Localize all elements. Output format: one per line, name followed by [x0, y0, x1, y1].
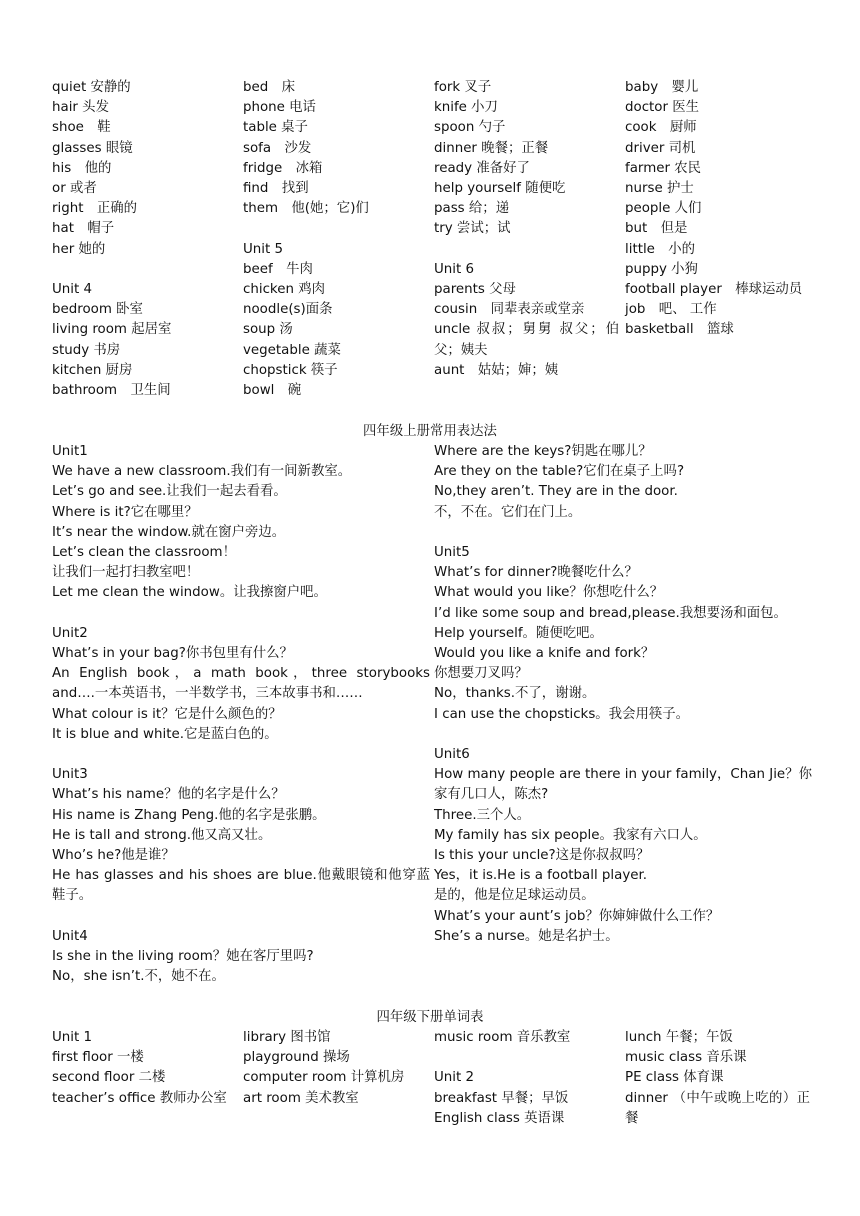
- text-line: chopstick 筷子: [243, 362, 338, 378]
- expressions-section: [52, 442, 816, 987]
- text-line: bedroom 卧室: [52, 302, 143, 318]
- text-line: Unit 2: [434, 1070, 475, 1086]
- text-line: Who’s he?他是谁？: [52, 848, 175, 864]
- text-line: help yourself 随便吃: [434, 181, 566, 197]
- vocab-column-2: [243, 78, 434, 401]
- text-line: Unit 4: [52, 282, 93, 298]
- text-line: He has glasses and his shoes are blue.他戴眼镜和他穿蓝鞋子。: [52, 868, 430, 904]
- text-line: glasses 眼镜: [52, 140, 133, 156]
- text-line: Let’s clean the classroom！: [52, 545, 236, 561]
- text-line: Is this your uncle?这是你叔叔吗？: [434, 848, 650, 864]
- text-line: Yes，it is.He is a football player.: [434, 868, 648, 884]
- vocab-column-4: [625, 1028, 816, 1129]
- blank-line: [52, 260, 237, 280]
- text-line: Unit 1: [52, 1030, 93, 1045]
- vocab-column-4: [625, 78, 816, 401]
- text-line: 是的，他是位足球运动员。: [434, 888, 595, 904]
- vocab-column-2: [243, 1028, 434, 1129]
- text-line: his 他的: [52, 160, 112, 176]
- text-line: What’s in your bag?你书包里有什么？: [52, 646, 293, 662]
- text-line: PE class 体育课: [625, 1070, 724, 1086]
- text-line: hat 帽子: [52, 221, 115, 237]
- text-line: teacher’s office 教师办公室: [52, 1090, 227, 1106]
- text-line: He is tall and strong.他又高又壮。: [52, 827, 272, 843]
- text-line: fork 叉子: [434, 80, 492, 95]
- vocab-table-bottom: [52, 1028, 816, 1129]
- text-line: but 但是: [625, 221, 688, 237]
- text-line: aunt 姑姑；婶；姨: [434, 362, 559, 378]
- text-line: quiet 安静的: [52, 80, 131, 95]
- text-line: Are they on the table?它们在桌子上吗?: [434, 464, 685, 480]
- text-line: We have a new classroom.我们有一间新教室。: [52, 464, 352, 480]
- text-line: Let’s go and see.让我们一起去看看。: [52, 484, 287, 500]
- text-line: find 找到: [243, 181, 309, 197]
- vocab-column-3: [434, 78, 625, 401]
- text-line: table 桌子: [243, 120, 308, 136]
- text-line: 不，不在。它们在门上。: [434, 504, 582, 520]
- text-line: music class 音乐课: [625, 1050, 747, 1066]
- text-line: try 尝试；试: [434, 221, 511, 237]
- vocab-column-3: [434, 1028, 625, 1129]
- text-line: What’s for dinner?晚餐吃什么？: [434, 565, 638, 581]
- text-line: No,they aren’t. They are in the door.: [434, 484, 678, 500]
- vocab-table-top: [52, 78, 816, 401]
- text-line: No，thanks.不了，谢谢。: [434, 686, 596, 702]
- text-line: Unit3: [52, 767, 88, 783]
- text-line: vegetable 蔬菜: [243, 342, 341, 358]
- blank-line: [52, 907, 430, 927]
- text-line: first floor 一楼: [52, 1050, 144, 1066]
- text-line: puppy 小狗: [625, 261, 698, 277]
- text-line: beef 牛肉: [243, 261, 313, 277]
- text-line: Unit2: [52, 625, 88, 641]
- text-line: soup 汤: [243, 322, 293, 338]
- text-line: His name is Zhang Peng.他的名字是张鹏。: [52, 807, 326, 823]
- text-line: nurse 护士: [625, 181, 694, 197]
- blank-line: [434, 523, 812, 543]
- text-line: Unit 6: [434, 261, 475, 277]
- text-line: My family has six people。我家有六口人。: [434, 827, 707, 843]
- text-line: study 书房: [52, 342, 121, 358]
- text-line: Three.三个人。: [434, 807, 531, 823]
- text-line: English class 英语课: [434, 1110, 565, 1126]
- text-line: kitchen 厨房: [52, 362, 133, 378]
- vocab-columns: [52, 1028, 816, 1129]
- text-line: uncle 叔叔；舅舅 叔父；伯父；姨夫: [434, 322, 619, 358]
- text-line: them 他(她；它)们: [243, 201, 369, 217]
- text-line: music room 音乐教室: [434, 1030, 571, 1045]
- text-line: noodle(s)面条: [243, 302, 333, 318]
- text-line: her 她的: [52, 241, 106, 257]
- text-line: 让我们一起打扫教室吧！: [52, 565, 200, 581]
- text-line: Would you like a knife and fork？: [434, 646, 655, 662]
- text-line: It’s near the window.就在窗户旁边。: [52, 524, 286, 540]
- text-line: little 小的: [625, 241, 696, 257]
- text-line: sofa 沙发: [243, 140, 312, 156]
- text-line: Where are the keys?钥匙在哪儿？: [434, 444, 652, 459]
- text-line: Unit1: [52, 444, 88, 459]
- text-line: living room 起居室: [52, 322, 172, 338]
- text-line: basketball 篮球: [625, 322, 734, 338]
- text-line: lunch 午餐；午饭: [625, 1030, 733, 1045]
- text-line: Help yourself。随便吃吧。: [434, 625, 603, 641]
- text-line: pass 给；递: [434, 201, 510, 217]
- text-line: knife 小刀: [434, 100, 498, 116]
- text-line: farmer 农民: [625, 160, 702, 176]
- text-line: bowl 碗: [243, 383, 302, 399]
- text-line: dinner （中午或晚上吃的）正餐: [625, 1090, 810, 1126]
- text-line: Where is it?它在哪里？: [52, 504, 198, 520]
- blank-line: [52, 745, 430, 765]
- text-line: I can use the chopsticks。我会用筷子。: [434, 706, 690, 722]
- text-line: Unit 5: [243, 241, 284, 257]
- text-line: library 图书馆: [243, 1030, 331, 1045]
- text-line: second floor 二楼: [52, 1070, 166, 1086]
- text-line: An English book，a math book，three storybooks and….一本英语书，一半数学书，三本故事书和……: [52, 666, 430, 702]
- text-line: hair 头发: [52, 100, 109, 116]
- blank-line: [434, 725, 812, 745]
- text-line: She’s a nurse。她是名护士。: [434, 928, 619, 944]
- text-line: parents 父母: [434, 282, 516, 298]
- heading-expressions: 四年级上册常用表达法: [363, 424, 497, 439]
- text-line: fridge 冰箱: [243, 160, 323, 176]
- text-line: No，she isn’t.不，她不在。: [52, 969, 225, 985]
- text-line: breakfast 早餐；早饭: [434, 1090, 569, 1106]
- blank-line: [243, 219, 428, 239]
- text-line: computer room 计算机房: [243, 1070, 405, 1086]
- text-line: Let me clean the window。让我擦窗户吧。: [52, 585, 327, 601]
- blank-line: [434, 1048, 619, 1068]
- text-line: Unit4: [52, 928, 88, 944]
- text-line: I’d like some soup and bread,please.我想要汤和面包。: [434, 605, 787, 621]
- text-line: phone 电话: [243, 100, 316, 116]
- text-line: football player 棒球运动员: [625, 282, 803, 298]
- text-line: Unit6: [434, 747, 470, 763]
- text-line: Unit5: [434, 545, 470, 560]
- text-line: shoe 鞋: [52, 120, 111, 136]
- text-line: doctor 医生: [625, 100, 700, 116]
- text-line: What’s your aunt’s job？你婶婶做什么工作？: [434, 908, 720, 924]
- text-line: baby 婴儿: [625, 80, 699, 95]
- text-line: Is she in the living room？她在客厅里吗?: [52, 949, 314, 965]
- text-line: It is blue and white.它是蓝白色的。: [52, 726, 278, 742]
- text-line: bathroom 卫生间: [52, 383, 171, 399]
- text-line: cook 厨师: [625, 120, 697, 136]
- text-line: art room 美术教室: [243, 1090, 359, 1106]
- text-line: How many people are there in your family，Chan Jie？你家有几口人，陈杰?: [434, 767, 812, 803]
- expressions-left-column: [52, 442, 434, 987]
- blank-line: [52, 604, 430, 624]
- expressions-right-column: [434, 442, 816, 987]
- heading-vocab-lower: 四年级下册单词表: [376, 1010, 484, 1025]
- text-line: playground 操场: [243, 1050, 350, 1066]
- text-line: or 或者: [52, 181, 97, 197]
- vocab-column-1: [52, 78, 243, 401]
- text-line: ready 准备好了: [434, 160, 530, 176]
- text-line: people 人们: [625, 201, 702, 217]
- text-line: bed 床: [243, 80, 296, 95]
- text-line: What would you like？你想吃什么？: [434, 585, 664, 601]
- text-line: dinner 晚餐；正餐: [434, 140, 549, 156]
- text-line: driver 司机: [625, 140, 696, 156]
- blank-line: [434, 240, 619, 260]
- text-line: What colour is it？它是什么颜色的？: [52, 706, 282, 722]
- text-line: spoon 勺子: [434, 120, 506, 136]
- text-line: right 正确的: [52, 201, 138, 217]
- text-line: What’s his name？他的名字是什么？: [52, 787, 285, 803]
- vocab-column-1: [52, 1028, 243, 1129]
- text-line: chicken 鸡肉: [243, 282, 325, 298]
- text-line: cousin 同辈表亲或堂亲: [434, 302, 585, 318]
- text-line: 你想要刀叉吗？: [434, 666, 528, 682]
- text-line: job 吧、 工作: [625, 302, 717, 318]
- vocab-columns: [52, 78, 816, 401]
